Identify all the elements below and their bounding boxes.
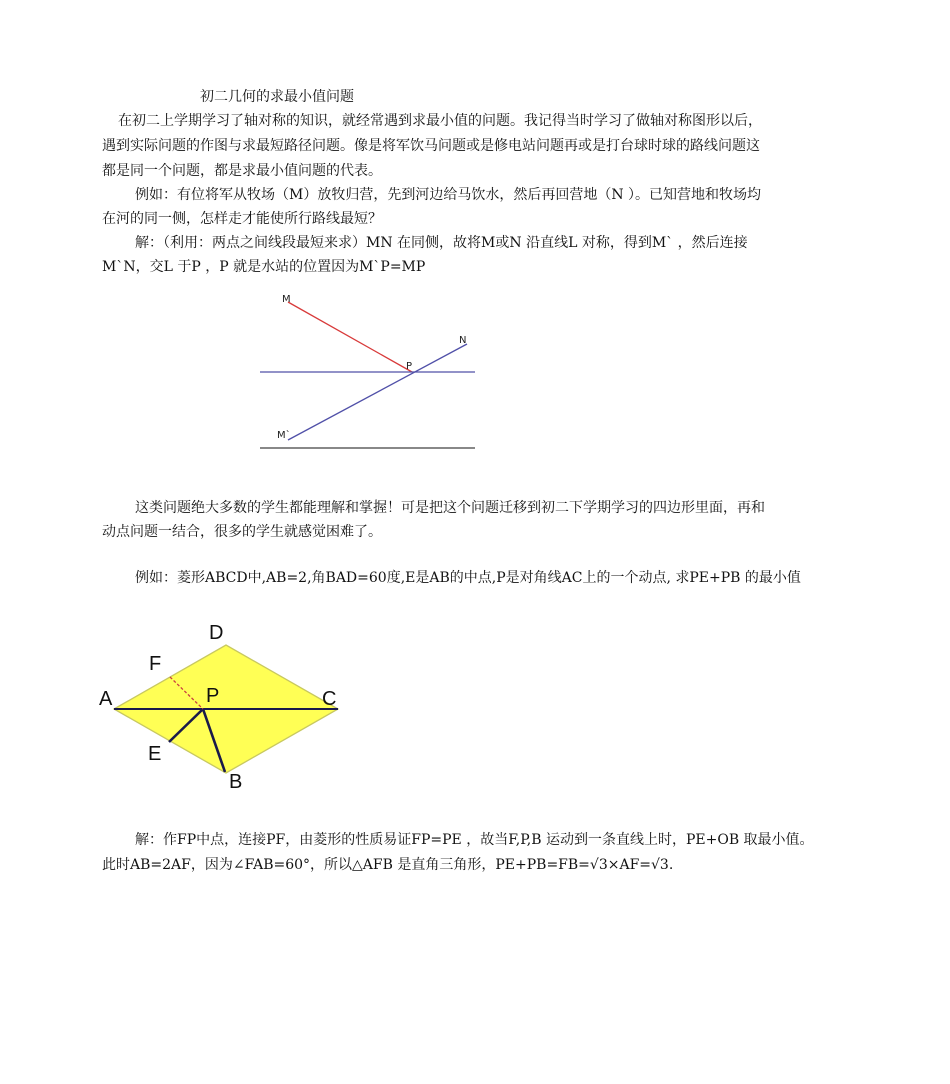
label-f: F [149,653,162,675]
label-m-prime: M` [277,430,291,441]
label-p: P [206,685,220,707]
label-b: B [229,771,243,793]
label-e: E [148,743,162,765]
label-a: A [99,688,113,710]
paragraph-6-line-2: 此时AB=2AF，因为∠FAB=60°，所以△AFB 是直角三角形，PE+PB=FB=√3×AF=√3. [102,857,674,873]
paragraph-3-line-2: M`N，交L 于P ，P 就是水站的位置因为M`P=MP [102,259,426,275]
reflection-diagram [255,288,485,458]
document-title: 初二几何的求最小值问题 [200,89,354,105]
paragraph-1-line-1: 在初二上学期学习了轴对称的知识，就经常遇到求最小值的问题。我记得当时学习了做轴对称图形以后， [118,113,762,129]
paragraph-1-line-3: 都是同一个问题，都是求最小值问题的代表。 [102,163,382,179]
segment-mp [288,302,412,372]
rhombus-diagram [90,612,360,802]
label-c: C [322,688,337,710]
paragraph-4-line-1: 这类问题绝大多数的学生都能理解和掌握！可是把这个问题迁移到初二下学期学习的四边形里面，再和 [135,500,765,516]
label-d: D [209,622,224,644]
paragraph-4-line-2: 动点问题一结合，很多的学生就感觉困难了。 [102,524,382,540]
paragraph-1-line-2: 遇到实际问题的作图与求最短路径问题。像是将军饮马问题或是修电站问题再或是打台球时球的路线问题这 [102,138,760,154]
paragraph-6-line-1: 解：作FP中点，连接PF，由菱形的性质易证FP=PE ，故当F,P,B 运动到一条直线上时，PE+OB 取最小值。 [135,832,814,848]
label-p: P [406,361,413,372]
segment-m-prime-n [288,344,467,440]
paragraph-3-line-1: 解：（利用：两点之间线段最短来求）MN 在同侧，故将M或N 沿直线L 对称，得到M` ，然后连接 [135,235,748,251]
paragraph-5: 例如：菱形ABCD中,AB=2,角BAD=60度,E是AB的中点,P是对角线AC上的一个动点, 求PE+PB 的最小值 [135,570,801,586]
paragraph-2-line-1: 例如：有位将军从牧场（M）放牧归营，先到河边给马饮水，然后再回营地（N ）。已知营地和牧场均 [135,187,762,203]
label-n: N [459,335,467,346]
paragraph-2-line-2: 在河的同一侧，怎样走才能使所行路线最短？ [102,211,382,227]
label-m: M [282,294,291,305]
